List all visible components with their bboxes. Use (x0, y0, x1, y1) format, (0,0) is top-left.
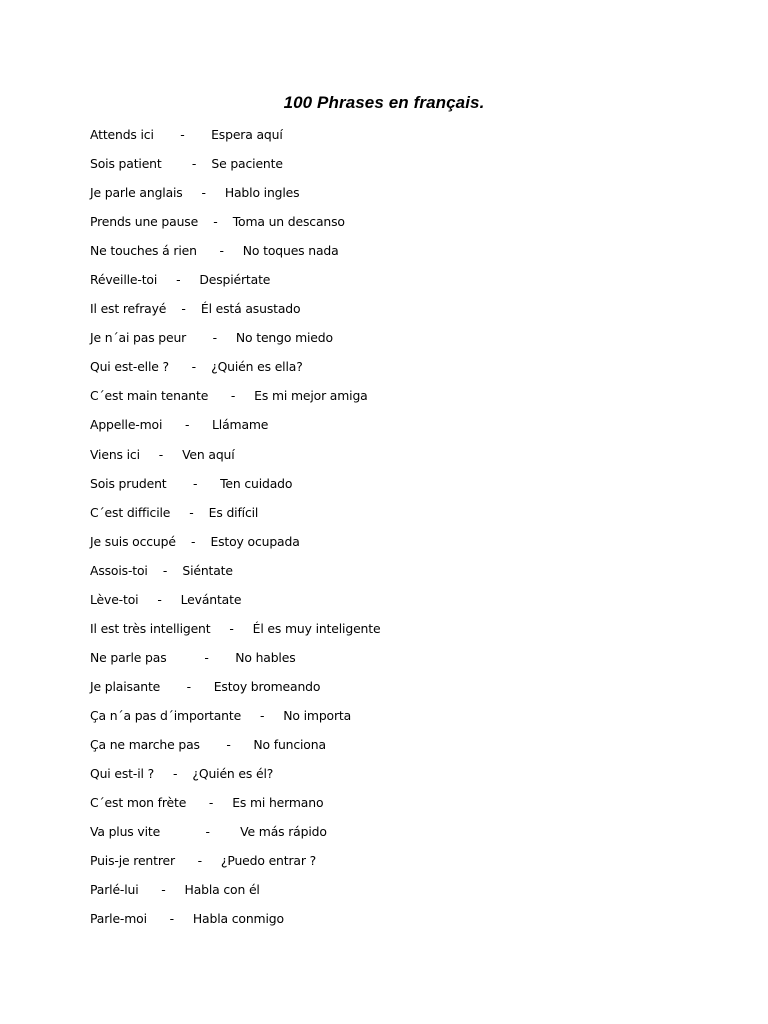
phrase-row: Je parle anglais - Hablo ingles (90, 185, 300, 201)
phrase-row: Je suis occupé - Estoy ocupada (90, 533, 300, 549)
phrase-row: Ne touches á rien - No toques nada (90, 243, 339, 259)
phrase-row: Sois prudent - Ten cuidado (90, 475, 293, 491)
phrase-row: Appelle-moi - Llámame (90, 417, 269, 433)
phrase-row: C´est mon frète - Es mi hermano (90, 795, 324, 811)
phrase-row: Qui est-elle ? - ¿Quién es ella? (90, 359, 303, 375)
page-title: 100 Phrases en français. (283, 93, 485, 112)
phrase-row: Parlé-lui - Habla con él (90, 882, 260, 898)
phrase-list (90, 124, 730, 937)
phrase-row: Sois patient - Se paciente (90, 156, 283, 172)
phrase-row: Puis-je rentrer - ¿Puedo entrar ? (90, 853, 316, 869)
phrase-row: Attends ici - Espera aquí (90, 127, 283, 142)
phrase-row: Il est refrayé - Él está asustado (90, 301, 301, 317)
phrase-row: Lève-toi - Levántate (90, 591, 242, 607)
phrase-row: Je plaisante - Estoy bromeando (90, 678, 321, 694)
phrase-row: C´est difficile - Es difícil (90, 504, 259, 520)
phrase-row: Viens ici - Ven aquí (90, 446, 235, 462)
phrase-row: C´est main tenante - Es mi mejor amiga (90, 388, 368, 404)
phrase-row: Ça n´a pas d´importante - No importa (90, 707, 352, 723)
phrase-row: Ne parle pas - No hables (90, 649, 296, 665)
phrase-row: Réveille-toi - Despiértate (90, 272, 271, 288)
phrase-row: Parle-moi - Habla conmigo (90, 911, 284, 927)
phrase-row: Il est très intelligent - Él es muy inteligente (90, 620, 381, 636)
phrase-row: Prends une pause - Toma un descanso (90, 214, 345, 230)
phrase-row: Assois-toi - Siéntate (90, 562, 233, 578)
phrase-row: Va plus vite - Ve más rápido (90, 824, 327, 840)
phrase-row: Ça ne marche pas - No funciona (90, 736, 326, 752)
phrase-row: Je n´ai pas peur - No tengo miedo (90, 330, 333, 346)
phrase-row: Qui est-il ? - ¿Quién es él? (90, 766, 274, 782)
